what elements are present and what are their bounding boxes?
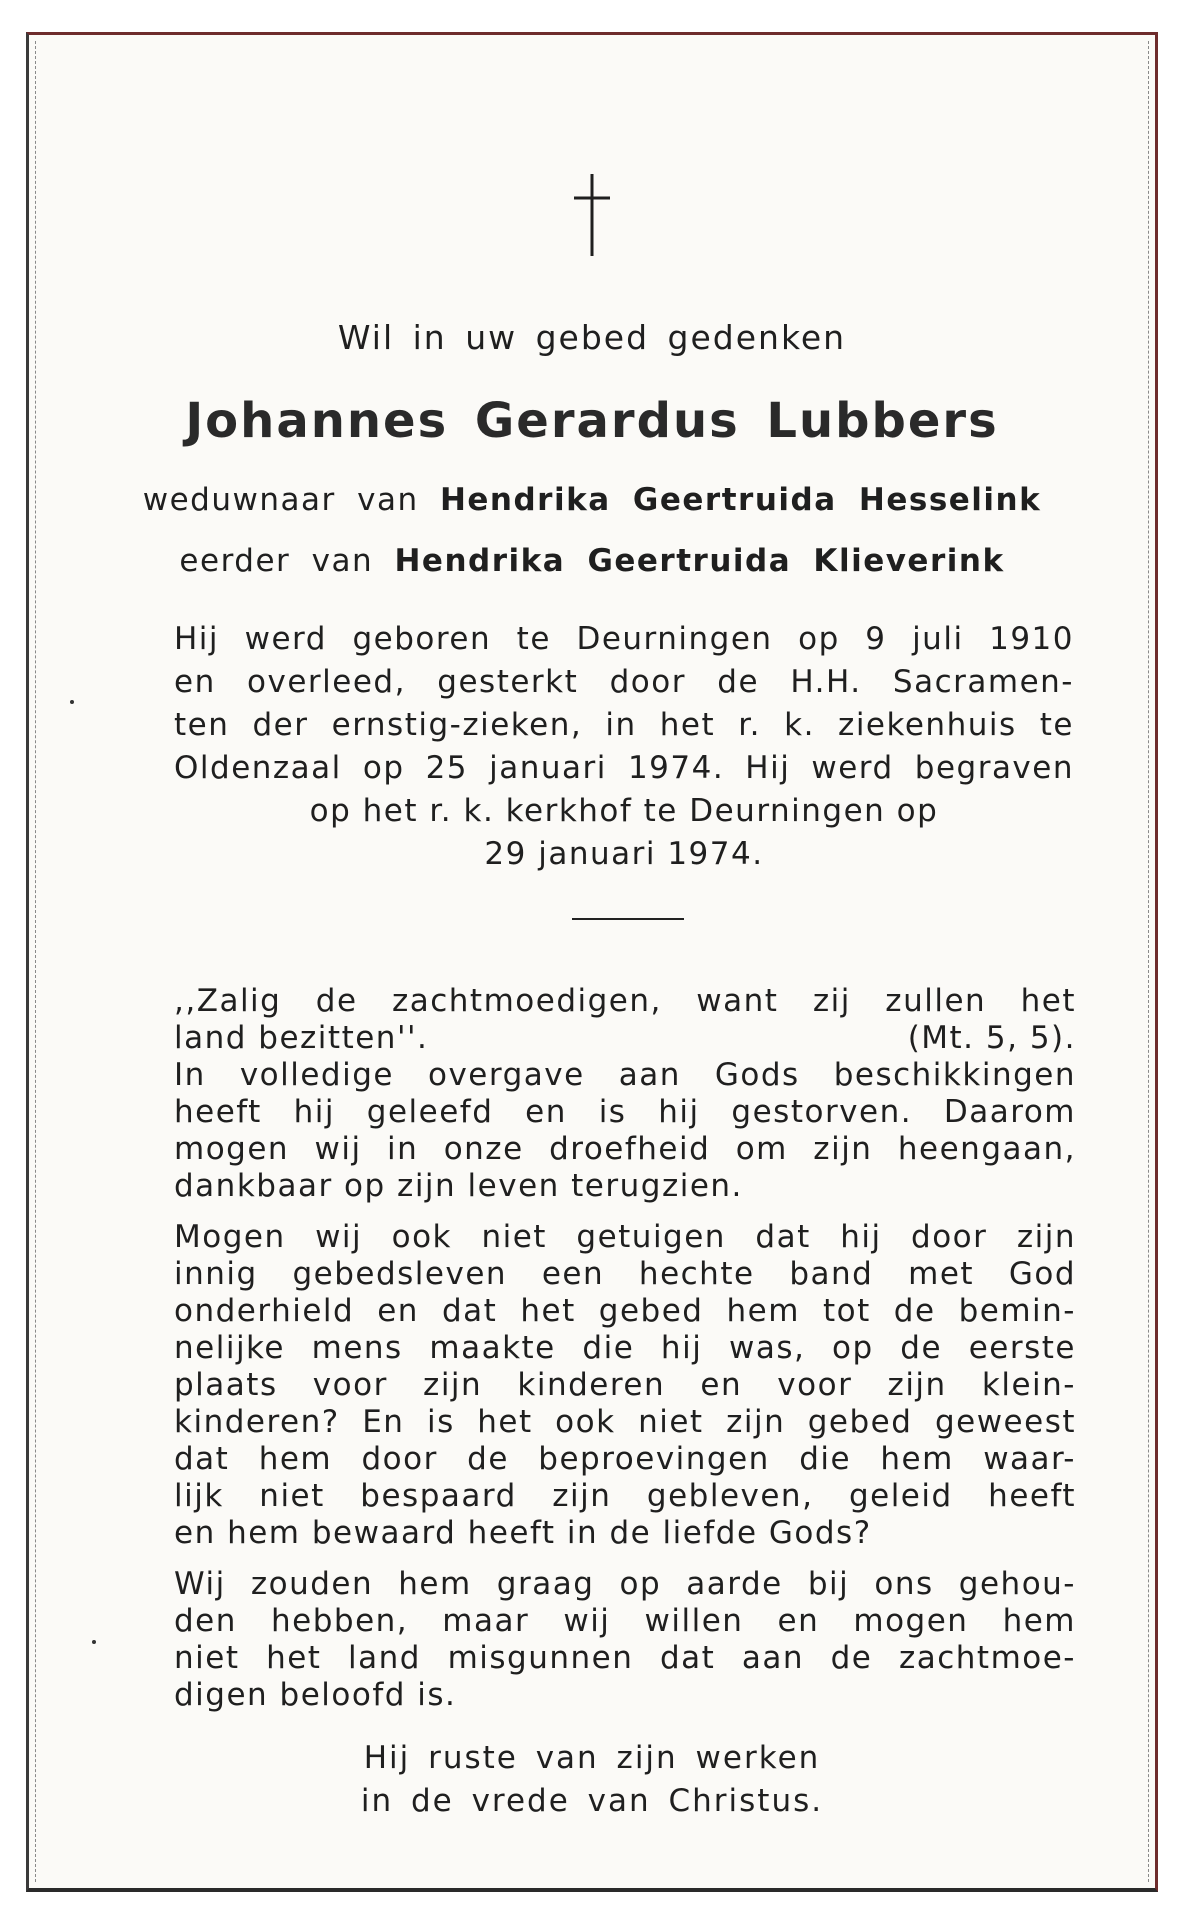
quote-reference: (Mt. 5, 5). [907, 1020, 1076, 1056]
text-line: kinderen? En is het ook niet zijn gebed geweest [174, 1404, 1076, 1440]
text-line: Wij zouden hem graag op aarde bij ons gehou- [174, 1566, 1076, 1602]
text-line: dat hem door de beproevingen die hem waar- [174, 1441, 1076, 1477]
biography [174, 618, 1074, 876]
text-line: innig gebedsleven een hechte band met God [174, 1256, 1076, 1292]
text-line: heeft hij geleefd en is hij gestorven. Daarom [174, 1094, 1076, 1130]
memorial-card [26, 32, 1158, 1892]
text-line: In volledige overgave aan Gods beschikkingen [174, 1057, 1076, 1093]
text-line: nelijke mens maakte die hij was, op de eerste [174, 1330, 1076, 1366]
bio-line: en overleed, gesterkt door de H.H. Sacramen- [174, 664, 1074, 700]
text-line: onderhield en dat het gebed hem tot de bemin- [174, 1293, 1076, 1329]
text-line: den hebben, maar wij willen en mogen hem [174, 1603, 1076, 1639]
memorial-text [174, 983, 1076, 1714]
text-line: digen beloofd is. [174, 1677, 457, 1713]
quote-line: ,,Zalig de zachtmoedigen, want zij zullen het [174, 983, 1076, 1019]
bio-line: 29 januari 1974. [484, 836, 764, 872]
cross-icon [29, 170, 1155, 260]
bio-line: Hij werd geboren te Deurningen op 9 juli 1910 [174, 621, 1074, 657]
spouse-relation: eerder van [179, 543, 374, 579]
text-line: lijk niet bespaard zijn gebleven, geleid heeft [174, 1478, 1076, 1514]
divider [572, 918, 684, 920]
bio-line: ten der ernstig-zieken, in het r. k. ziekenhuis te [174, 707, 1074, 743]
text-line: plaats voor zijn kinderen en voor zijn klein- [174, 1367, 1076, 1403]
text-line: en hem bewaard heeft in de liefde Gods? [174, 1515, 872, 1551]
spouse-relation: weduwnaar van [142, 482, 419, 518]
spouse-line-1 [29, 482, 1155, 518]
closing-line: in de vrede van Christus. [360, 1783, 824, 1819]
deceased-name: Johannes Gerardus Lubbers [185, 393, 999, 449]
paper-speck [92, 1640, 96, 1644]
spouse-name: Hendrika Geertruida Hesselink [439, 482, 1042, 518]
quote-line-with-reference [174, 1020, 1076, 1057]
quote-line: land bezitten''. [174, 1020, 429, 1056]
spouse-name: Hendrika Geertruida Klieverink [394, 543, 1005, 579]
bio-line: op het r. k. kerkhof te Deurningen op [309, 793, 939, 829]
text-line: dankbaar op zijn leven terugzien. [174, 1168, 743, 1204]
closing-line: Hij ruste van zijn werken [363, 1740, 821, 1776]
spouse-line-2 [29, 543, 1155, 579]
closing-text [29, 1737, 1155, 1823]
text-line: mogen wij in onze droefheid om zijn heengaan, [174, 1131, 1076, 1167]
paper-speck [70, 700, 74, 704]
text-line: niet het land misgunnen dat aan de zachtmoe- [174, 1640, 1076, 1676]
bio-line: Oldenzaal op 25 januari 1974. Hij werd begraven [174, 750, 1074, 786]
text-line: Mogen wij ook niet getuigen dat hij door zijn [174, 1219, 1076, 1255]
intro-text: Wil in uw gebed gedenken [337, 318, 847, 357]
